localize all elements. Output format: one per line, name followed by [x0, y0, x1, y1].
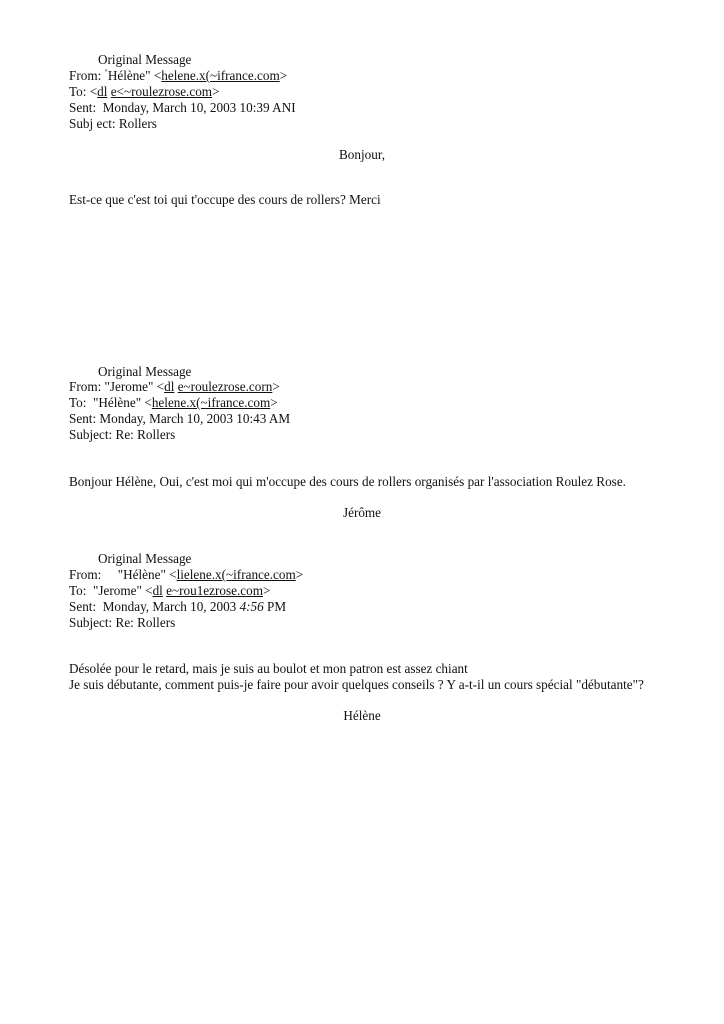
message3-to-email-link-part2[interactable]: e~rou1ezrose.com — [166, 583, 263, 598]
message3-sent-prefix: Sent: Monday, March 10, 2003 — [69, 599, 240, 614]
message2-signature: Jérôme — [342, 505, 382, 520]
message2-sent: Sent: Monday, March 10, 2003 10:43 AM — [69, 411, 291, 426]
message1-to-line: To: <dl e<~roulezrose.com> — [69, 84, 220, 99]
message2-header-title: Original Message — [98, 364, 192, 379]
message1-to-label: To: < — [69, 84, 98, 99]
message1-from-label: From: — [69, 68, 105, 83]
message3-to-label: To: "Jerome" < — [69, 583, 153, 598]
message3-subject: Subject: Re: Rollers — [69, 615, 176, 630]
message3-from-line: From: "Hélène" <lielene.x(~ifrance.com> — [69, 567, 304, 582]
message3-from-email-link[interactable]: lielene.x(~ifrance.com — [176, 567, 296, 582]
message2-from-email-link-part2[interactable]: e~roulezrose.corn — [177, 379, 273, 394]
message1-greeting: Bonjour, — [339, 147, 385, 162]
message1-from-email-link[interactable]: helene.x(~ifrance.com — [161, 68, 280, 83]
message3-sent-time: 4:56 — [239, 599, 264, 614]
message1-subject: Subj ect: Rollers — [69, 116, 157, 131]
message1-to-email-link-part2[interactable]: e<~roulezrose.com — [110, 84, 213, 99]
message2-subject: Subject: Re: Rollers — [69, 427, 176, 442]
message3-sent-line — [69, 599, 286, 615]
message1-from-name: Hélène" < — [107, 68, 162, 83]
message2-body: Bonjour Hélène, Oui, c'est moi qui m'occupe des cours de rollers organisés par l'association Roulez Rose. — [69, 474, 626, 489]
message2-to-label: To: "Hélène" < — [69, 395, 152, 410]
message1-to-email-link-part1[interactable]: dl — [97, 84, 108, 99]
message3-signature: Hélène — [343, 708, 381, 723]
message2-from-email-link-part1[interactable]: dl — [164, 379, 175, 394]
message2-from-label: From: "Jerome" < — [69, 379, 165, 394]
message1-header-title: Original Message — [98, 52, 192, 67]
message1-body: Est-ce que c'est toi qui t'occupe des cours de rollers? Merci — [69, 192, 381, 207]
message3-sent-suffix: PM — [263, 599, 287, 614]
message3-to-email-link-part1[interactable]: dl — [152, 583, 163, 598]
message2-from-line: From: "Jerome" <dl e~roulezrose.corn> — [69, 379, 280, 394]
message1-from-line: From: "Hélène" <helene.x(~ifrance.com> — [69, 68, 288, 83]
message3-header-title: Original Message — [98, 551, 192, 566]
message2-to-email-link[interactable]: helene.x(~ifrance.com — [151, 395, 271, 410]
message3-body-line2: Je suis débutante, comment puis-je faire pour avoir quelques conseils ? Y a-t-il un cours spécial "débutante"? — [69, 677, 644, 692]
message3-from-label: From: "Hélène" < — [69, 567, 177, 582]
message2-to-line: To: "Hélène" <helene.x(~ifrance.com> — [69, 395, 278, 410]
message3-body-line1: Désolée pour le retard, mais je suis au boulot et mon patron est assez chiant — [69, 661, 468, 676]
message1-sent: Sent: Monday, March 10, 2003 10:39 ANI — [69, 100, 296, 115]
message3-to-line: To: "Jerome" <dl e~rou1ezrose.com> — [69, 583, 271, 598]
